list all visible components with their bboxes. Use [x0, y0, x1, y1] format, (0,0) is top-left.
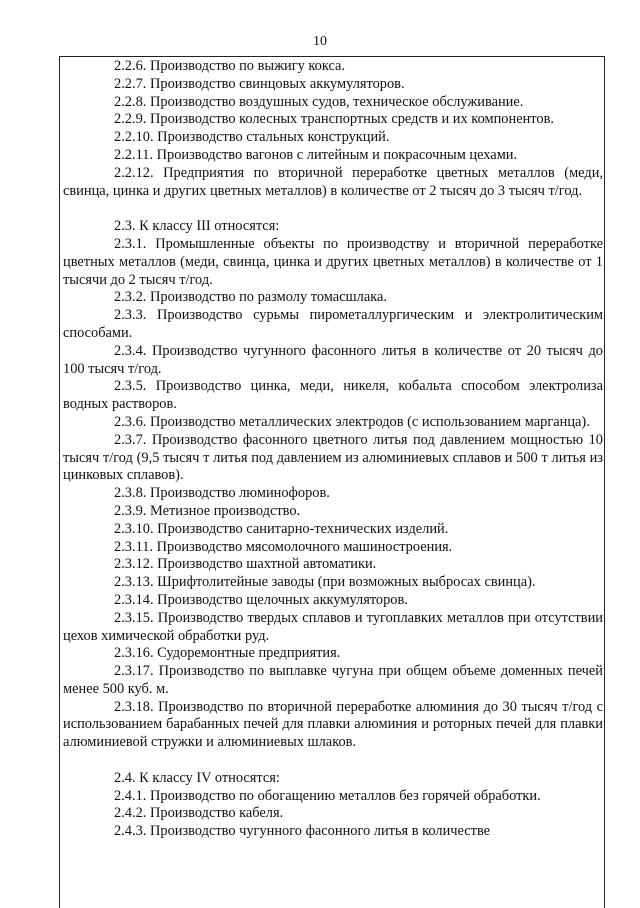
paragraph: 2.3.3. Производство сурьмы пирометаллургическим и электролитическим способами.	[63, 307, 603, 341]
paragraph-gap	[63, 200, 603, 218]
paragraph: 2.3. К классу III относятся:	[114, 218, 280, 235]
paragraph: 2.2.8. Производство воздушных судов, техническое обслуживание.	[114, 93, 524, 110]
paragraph: 2.3.7. Производство фасонного цветного литья под давлением мощностью 10 тысяч т/год (9,5 тысяч т литья под давлением из алюминиевых сплавов и 500 т литья из цинковых сплавов).	[63, 431, 603, 484]
paragraph: 2.3.8. Производство люминофоров.	[114, 485, 330, 502]
paragraph: 2.2.7. Производство свинцовых аккумуляторов.	[114, 75, 405, 92]
paragraph: 2.3.5. Производство цинка, меди, никеля, кобальта способом электролиза водных растворов.	[63, 378, 603, 413]
paragraph: 2.3.13. Шрифтолитейные заводы (при возможных выбросах свинца).	[114, 574, 536, 591]
paragraph: 2.3.17. Производство по выплавке чугуна при общем объеме доменных печей менее 500 куб. м.	[63, 663, 603, 697]
paragraph: 2.2.6. Производство по выжигу кокса.	[114, 58, 346, 74]
page-number: 10	[313, 34, 327, 49]
paragraph: 2.3.6. Производство металлических электродов (с использованием марганца).	[114, 413, 590, 430]
paragraph: 2.3.1. Промышленные объекты по производству и вторичной переработке цветных металлов (меди, свинца, цинка и других цветных металлов) в количестве от 1 тысячи до 2 тысяч т/год.	[63, 235, 603, 288]
paragraph: 2.2.10. Производство стальных конструкций.	[114, 129, 390, 146]
paragraph: 2.3.4. Производство чугунного фасонного литья в количестве от 20 тысяч до 100 тысяч т/год.	[63, 342, 603, 377]
paragraph: 2.4.1. Производство по обогащению металлов без горячей обработки.	[114, 787, 541, 804]
paragraph: 2.2.11. Производство вагонов с литейным и покрасочным цехами.	[114, 146, 518, 163]
paragraph: 2.3.18. Производство по вторичной переработке алюминия до 30 тысяч т/год с использованием барабанных печей для плавки алюминия и роторных печей для плавки алюминиевой стружки и алюминиевых шлаков.	[63, 698, 603, 751]
paragraph: 2.3.2. Производство по размолу томасшлака.	[114, 289, 387, 306]
paragraph: 2.3.14. Производство щелочных аккумуляторов.	[114, 591, 408, 608]
paragraph-gap	[63, 752, 603, 770]
paragraph: 2.3.11. Производство мясомолочного машиностроения.	[114, 538, 453, 555]
paragraph: 2.3.15. Производство твердых сплавов и тугоплавких металлов при отсутствии цехов химической обработки руд.	[63, 609, 603, 644]
paragraph: 2.4.3. Производство чугунного фасонного литья в количестве	[114, 823, 491, 840]
document-body	[63, 58, 603, 841]
paragraph: 2.2.9. Производство колесных транспортных средств и их компонентов.	[114, 111, 554, 128]
paragraph: 2.3.12. Производство шахтной автоматики.	[114, 556, 377, 573]
paragraph: 2.4. К классу IV относятся:	[114, 769, 280, 786]
paragraph: 2.3.10. Производство санитарно-технических изделий.	[114, 520, 449, 537]
paragraph: 2.3.9. Метизное производство.	[114, 502, 301, 519]
paragraph: 2.3.16. Судоремонтные предприятия.	[114, 645, 341, 662]
paragraph: 2.4.2. Производство кабеля.	[114, 805, 284, 822]
paragraph: 2.2.12. Предприятия по вторичной переработке цветных металлов (меди, свинца, цинка и других цветных металлов) в количестве от 2 тысяч до 3 тысяч т/год.	[63, 164, 603, 199]
